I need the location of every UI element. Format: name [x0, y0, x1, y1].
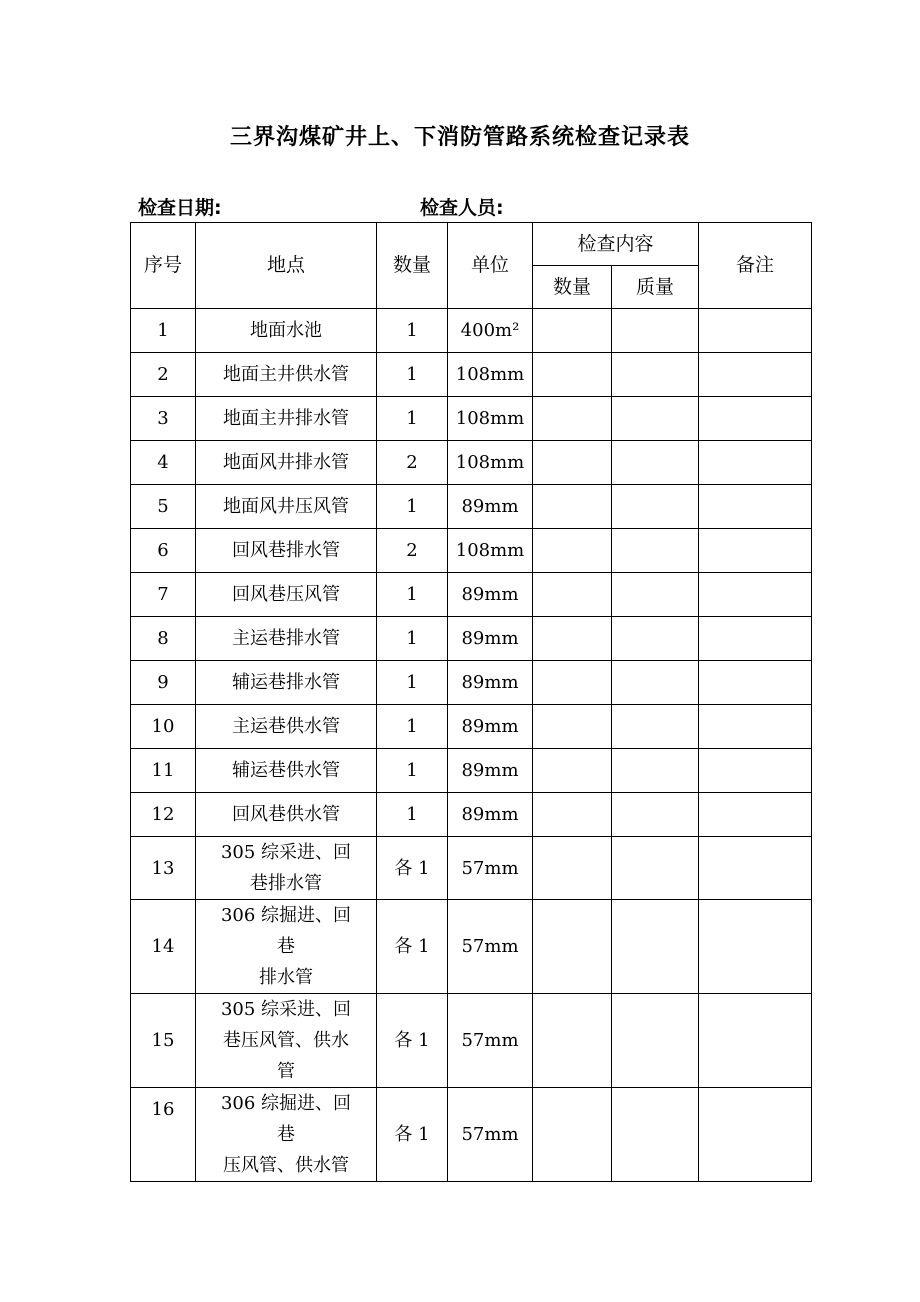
table-cell-unit: 57mm [448, 900, 533, 994]
table-cell-check-quality [612, 529, 699, 573]
table-row [131, 661, 812, 705]
table-cell-unit: 108mm [448, 441, 533, 485]
table-cell-location: 回风巷压风管 [196, 573, 377, 617]
table-cell-seq: 2 [131, 353, 196, 397]
table-cell-unit: 108mm [448, 529, 533, 573]
table-cell-remarks [699, 441, 812, 485]
table-cell-seq: 14 [131, 900, 196, 994]
table-row [131, 397, 812, 441]
table-cell-seq: 9 [131, 661, 196, 705]
table-cell-seq: 5 [131, 485, 196, 529]
table-cell-unit: 89mm [448, 661, 533, 705]
table-cell-location: 地面主井供水管 [196, 353, 377, 397]
table-cell-location: 地面主井排水管 [196, 397, 377, 441]
table-cell-check-quality [612, 441, 699, 485]
table-cell-unit: 89mm [448, 573, 533, 617]
table-cell-check-quantity [533, 617, 612, 661]
table-row [131, 529, 812, 573]
table-cell-check-quantity [533, 837, 612, 900]
table-row [131, 793, 812, 837]
table-cell-remarks [699, 994, 812, 1088]
table-cell-check-quality [612, 749, 699, 793]
table-cell-seq: 15 [131, 994, 196, 1088]
inspector-label: 检查人员: [420, 197, 504, 219]
header-check-quantity: 数量 [533, 266, 612, 309]
table-cell-quantity: 各 1 [377, 1088, 448, 1182]
table-cell-quantity: 1 [377, 397, 448, 441]
table-cell-remarks [699, 529, 812, 573]
table-cell-check-quality [612, 485, 699, 529]
table-cell-seq: 10 [131, 705, 196, 749]
table-row [131, 749, 812, 793]
table-cell-location: 辅运巷供水管 [196, 749, 377, 793]
table-cell-check-quantity [533, 573, 612, 617]
table-cell-check-quality [612, 309, 699, 353]
table-cell-check-quantity [533, 661, 612, 705]
table-cell-location: 地面风井排水管 [196, 441, 377, 485]
table-cell-check-quality [612, 353, 699, 397]
table-row [131, 900, 812, 994]
table-row [131, 353, 812, 397]
table-cell-remarks [699, 617, 812, 661]
table-cell-seq: 3 [131, 397, 196, 441]
table-cell-unit: 108mm [448, 353, 533, 397]
table-cell-quantity: 1 [377, 705, 448, 749]
table-cell-seq: 7 [131, 573, 196, 617]
table-cell-quantity: 1 [377, 573, 448, 617]
table-cell-check-quality [612, 617, 699, 661]
header-check-quality: 质量 [612, 266, 699, 309]
table-row [131, 441, 812, 485]
header-location: 地点 [196, 223, 377, 309]
header-seq: 序号 [131, 223, 196, 309]
table-cell-unit: 57mm [448, 1088, 533, 1182]
table-cell-check-quantity [533, 749, 612, 793]
table-cell-unit: 57mm [448, 837, 533, 900]
table-cell-location: 辅运巷排水管 [196, 661, 377, 705]
table-cell-unit: 108mm [448, 397, 533, 441]
table-cell-remarks [699, 485, 812, 529]
table-cell-remarks [699, 900, 812, 994]
table-row [131, 994, 812, 1088]
table-cell-seq: 1 [131, 309, 196, 353]
table-cell-unit: 57mm [448, 994, 533, 1088]
table-cell-check-quantity [533, 1088, 612, 1182]
table-cell-quantity: 1 [377, 793, 448, 837]
table-cell-location: 306 综掘进、回 巷 排水管 [196, 900, 377, 994]
table-cell-seq: 11 [131, 749, 196, 793]
table-cell-unit: 89mm [448, 793, 533, 837]
table-cell-check-quantity [533, 994, 612, 1088]
table-cell-check-quality [612, 793, 699, 837]
table-cell-check-quantity [533, 793, 612, 837]
table-cell-location: 306 综掘进、回 巷 压风管、供水管 [196, 1088, 377, 1182]
table-cell-check-quality [612, 705, 699, 749]
page-title: 三界沟煤矿井上、下消防管路系统检查记录表 [229, 125, 690, 150]
table-cell-remarks [699, 397, 812, 441]
table-cell-location: 主运巷供水管 [196, 705, 377, 749]
table-cell-quantity: 1 [377, 617, 448, 661]
table-cell-remarks [699, 353, 812, 397]
header-remarks: 备注 [699, 223, 812, 309]
table-cell-check-quality [612, 661, 699, 705]
table-cell-unit: 400m² [448, 309, 533, 353]
inspection-record-table [130, 222, 812, 1182]
header-quantity: 数量 [377, 223, 448, 309]
table-cell-unit: 89mm [448, 617, 533, 661]
table-row [131, 573, 812, 617]
table-row [131, 705, 812, 749]
table-cell-seq: 4 [131, 441, 196, 485]
table-row [131, 1088, 812, 1182]
table-cell-check-quality [612, 994, 699, 1088]
table-cell-quantity: 1 [377, 353, 448, 397]
table-cell-seq: 6 [131, 529, 196, 573]
table-cell-check-quantity [533, 353, 612, 397]
table-row [131, 617, 812, 661]
table-cell-location: 主运巷排水管 [196, 617, 377, 661]
table-cell-quantity: 各 1 [377, 837, 448, 900]
table-cell-quantity: 1 [377, 309, 448, 353]
inspection-date-label: 检查日期: [138, 197, 222, 219]
table-cell-remarks [699, 1088, 812, 1182]
table-cell-check-quantity [533, 309, 612, 353]
table-row [131, 309, 812, 353]
table-cell-check-quantity [533, 900, 612, 994]
table-cell-check-quantity [533, 397, 612, 441]
table-cell-check-quality [612, 1088, 699, 1182]
table-row [131, 485, 812, 529]
table-cell-remarks [699, 837, 812, 900]
table-cell-unit: 89mm [448, 749, 533, 793]
table-cell-seq: 16 [131, 1088, 196, 1182]
table-cell-seq: 8 [131, 617, 196, 661]
table-cell-check-quality [612, 837, 699, 900]
table-cell-check-quantity [533, 485, 612, 529]
table-cell-location: 305 综采进、回 巷排水管 [196, 837, 377, 900]
table-cell-remarks [699, 573, 812, 617]
table-cell-location: 305 综采进、回 巷压风管、供水 管 [196, 994, 377, 1088]
table-cell-location: 地面水池 [196, 309, 377, 353]
table-cell-quantity: 2 [377, 441, 448, 485]
table-cell-check-quantity [533, 529, 612, 573]
table-cell-quantity: 1 [377, 661, 448, 705]
table-cell-location: 地面风井压风管 [196, 485, 377, 529]
table-cell-location: 回风巷排水管 [196, 529, 377, 573]
table-cell-remarks [699, 749, 812, 793]
header-check-content: 检查内容 [533, 223, 699, 266]
table-cell-check-quality [612, 573, 699, 617]
table-cell-remarks [699, 661, 812, 705]
table-cell-remarks [699, 793, 812, 837]
table-cell-quantity: 1 [377, 485, 448, 529]
table-cell-seq: 12 [131, 793, 196, 837]
table-cell-unit: 89mm [448, 485, 533, 529]
table-cell-remarks [699, 309, 812, 353]
table-cell-location: 回风巷供水管 [196, 793, 377, 837]
table-cell-check-quantity [533, 705, 612, 749]
table-cell-remarks [699, 705, 812, 749]
table-cell-quantity: 1 [377, 749, 448, 793]
table-cell-seq: 13 [131, 837, 196, 900]
table-cell-quantity: 2 [377, 529, 448, 573]
table-cell-quantity: 各 1 [377, 900, 448, 994]
table-row [131, 837, 812, 900]
table-cell-check-quantity [533, 441, 612, 485]
table-cell-unit: 89mm [448, 705, 533, 749]
table-cell-quantity: 各 1 [377, 994, 448, 1088]
table-cell-check-quality [612, 397, 699, 441]
header-unit: 单位 [448, 223, 533, 309]
header-row [131, 223, 812, 266]
table-cell-check-quality [612, 900, 699, 994]
